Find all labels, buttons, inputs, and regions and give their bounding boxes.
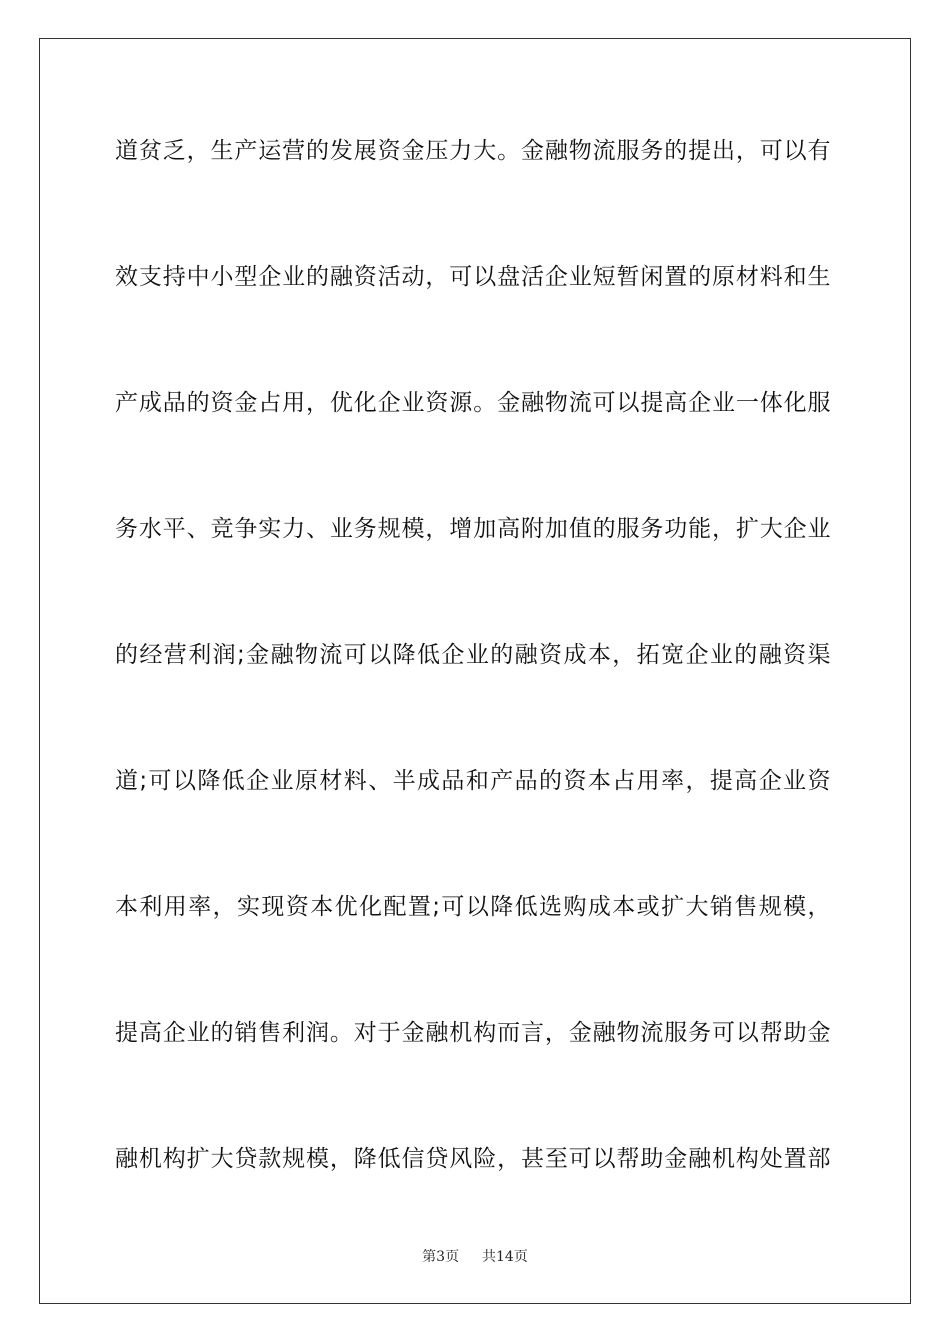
text-line: 本利用率，实现资本优化配置;可以降低选购成本或扩大销售规模， <box>115 894 831 920</box>
text-line: 的经营利润;金融物流可以降低企业的融资成本，拓宽企业的融资渠 <box>115 642 831 668</box>
text-line: 务水平、竞争实力、业务规模，增加高附加值的服务功能，扩大企业 <box>115 516 831 542</box>
text-line: 产成品的资金占用，优化企业资源。金融物流可以提高企业一体化服 <box>115 390 831 416</box>
page-total: 共14页 <box>482 1249 528 1265</box>
text-line: 融机构扩大贷款规模，降低信贷风险，甚至可以帮助金融机构处置部 <box>115 1146 831 1172</box>
document-body <box>115 129 831 1263</box>
page-footer <box>0 1246 950 1266</box>
text-line: 效支持中小型企业的融资活动，可以盘活企业短暂闲置的原材料和生 <box>115 264 831 290</box>
page-number: 第3页 <box>422 1249 460 1265</box>
text-line: 道贫乏，生产运营的发展资金压力大。金融物流服务的提出，可以有 <box>115 138 831 164</box>
text-line: 提高企业的销售利润。对于金融机构而言，金融物流服务可以帮助金 <box>115 1020 831 1046</box>
text-line: 道;可以降低企业原材料、半成品和产品的资本占用率，提高企业资 <box>115 768 831 794</box>
